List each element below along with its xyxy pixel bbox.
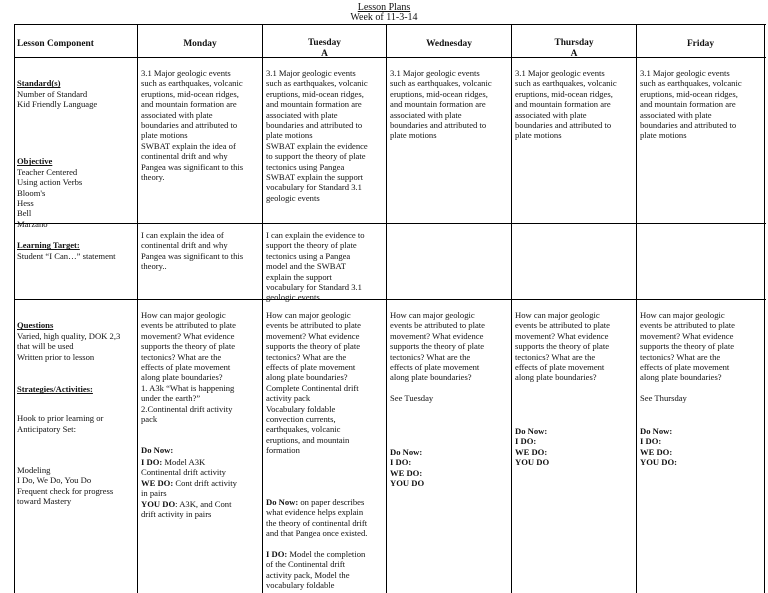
friday-strategies: See Thursday <box>640 393 687 403</box>
rowhead-questions: Questions Varied, high quality, DOK 2,3 that will be used Written prior to lesson <box>17 320 121 362</box>
header-lesson-component: Lesson Component <box>17 39 94 49</box>
header-tuesday: Tuesday A <box>307 38 341 59</box>
header-wednesday: Wednesday <box>426 39 472 49</box>
doc-title: Lesson Plans <box>357 2 411 13</box>
tuesday-questions: How can major geologic events be attributed to plate movement? What evidence supports the theory of plate tectonics? What are the effects of plate movement along plate boundaries? Complete Continental drift activity pack Vocabulary foldable convection currents, earthquakes, volcanic eruptions, and mountain formation <box>266 310 361 456</box>
friday-questions: How can major geologic events be attributed to plate movement? What evidence supports the theory of plate tectonics? What are the effects of plate movement along plate boundaries? <box>640 310 735 383</box>
lesson-plan-table <box>14 24 766 593</box>
wednesday-do-now: Do Now: I DO: WE DO: YOU DO <box>390 447 425 489</box>
monday-standard: 3.1 Major geologic events such as earthquakes, volcanic eruptions, mid-ocean ridges, and mountain formation are associated with plate boundaries and attributed to plate motions SWBAT explain the idea of continental drift and why Pangea was significant to this theory. <box>141 68 244 183</box>
friday-standard: 3.1 Major geologic events such as earthquakes, volcanic eruptions, mid-ocean ridges, and mountain formation are associated with plate boundaries and attributed to plate motions <box>640 68 742 141</box>
friday-do-now: Do Now: I DO: WE DO: YOU DO: <box>640 426 677 468</box>
wednesday-strategies: See Tuesday <box>390 393 434 403</box>
tuesday-target: I can explain the evidence to support the theory of plate tectonics using a Pangea model and the SWBAT explain the support vocabulary for Standard 3.1 geologic events <box>266 230 365 303</box>
doc-subtitle: Week of 11-3-14 <box>350 12 418 23</box>
tuesday-standard: 3.1 Major geologic events such as earthquakes, volcanic eruptions, mid-ocean ridges, and mountain formation are associated with plate boundaries and attributed to plate motions SWBAT explain the evidence to support the theory of plate tectonics using Pangea SWBAT explain the support vocabulary for Standard 3.1 geologic events <box>266 68 368 203</box>
thursday-standard: 3.1 Major geologic events such as earthquakes, volcanic eruptions, mid-ocean ridges, and mountain formation are associated with plate boundaries and attributed to plate motions <box>515 68 617 141</box>
header-thursday: Thursday A <box>554 38 594 59</box>
header-friday: Friday <box>686 39 715 49</box>
rowhead-objective: Objective Teacher Centered Using action Verbs Bloom's Hess Bell Marzano <box>17 156 83 229</box>
tuesday-i-do: I DO: Model the completion of the Continental drift activity pack, Model the vocabulary foldable <box>266 549 366 591</box>
monday-do-now: Do Now: <box>141 445 174 456</box>
monday-target: I can explain the idea of continental drift and why Pangea was significant to this theory.. <box>141 230 244 272</box>
wednesday-questions: How can major geologic events be attributed to plate movement? What evidence supports the theory of plate tectonics? What are the effects of plate movement along plate boundaries? <box>390 310 485 383</box>
tuesday-do-now: Do Now: on paper describes what evidence helps explain the theory of continental drift and that Pangea once existed. <box>266 497 368 539</box>
thursday-questions: How can major geologic events be attributed to plate movement? What evidence supports the theory of plate tectonics? What are the effects of plate movement along plate boundaries? <box>515 310 610 383</box>
monday-modeling: I DO: Model A3K Continental drift activity WE DO: Cont drift activity in pairs YOU DO: A3K, and Cont drift activity in pairs <box>141 457 237 520</box>
monday-questions: How can major geologic events be attributed to plate movement? What evidence supports the theory of plate tectonics? What are the effects of plate movement along plate boundaries? 1. A3k “What is happening under the earth?” 2.Continental drift activity pack <box>141 310 236 425</box>
rowhead-learning-target: Learning Target: Student “I Can…” statement <box>17 240 116 261</box>
rowhead-standards: Standard(s) Number of Standard Kid Friendly Language <box>17 78 98 110</box>
rowhead-strategies: Strategies/Activities: Hook to prior learning or Anticipatory Set: Modeling I Do, We Do, You Do Frequent check for progress toward Mastery <box>17 384 114 507</box>
thursday-do-now: Do Now: I DO: WE DO: YOU DO <box>515 426 550 468</box>
wednesday-standard: 3.1 Major geologic events such as earthquakes, volcanic eruptions, mid-ocean ridges, and mountain formation are associated with plate boundaries and attributed to plate motions <box>390 68 492 141</box>
header-monday: Monday <box>183 39 217 49</box>
